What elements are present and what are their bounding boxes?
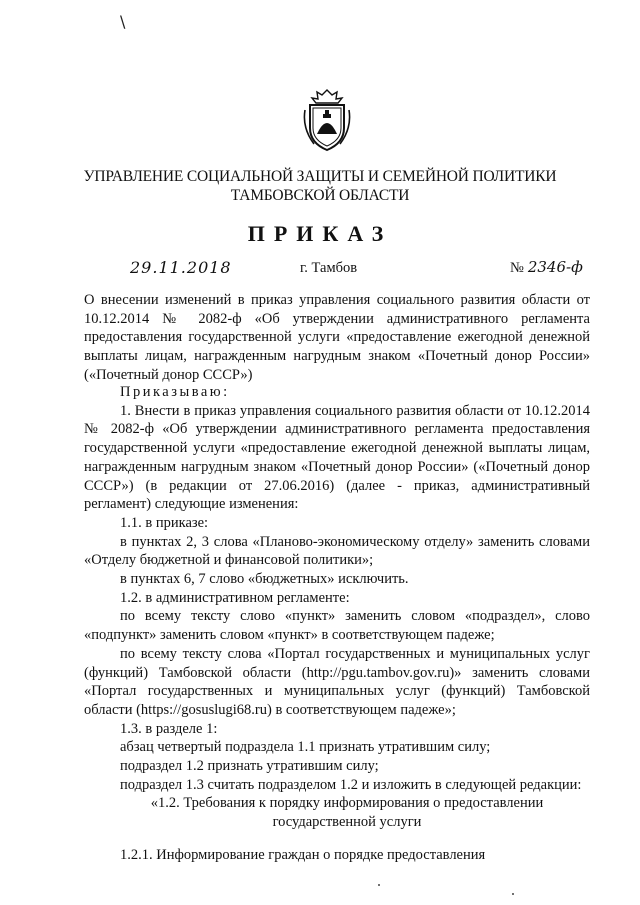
body-paragraph: Приказываю:	[120, 384, 230, 400]
body-paragraph: в пунктах 6, 7 слово «бюджетных» исключить.	[120, 571, 409, 588]
body-paragraph: 1.1. в приказе:	[120, 514, 209, 531]
body-paragraph: 1.2.1. Информирование граждан о порядке предоставления	[120, 846, 486, 863]
order-subject: О внесении изменений в приказ управления социального развития области от 10.12.2014 № 2082-ф «Об утверждении административного регламента предоставления государственной услуги «предоставление ежегодной денежной выплаты лицам, награжденным нагрудным знаком «Почетный донор России» («Почетный донор СССР»)	[84, 292, 590, 383]
body-paragraph: по всему тексту слово «пункт» заменить словом «подраздел», слово «подпункт» заменить словом «пункт» в соответствующем падеже;	[84, 608, 590, 644]
order-number-value: 2346-ф	[527, 258, 583, 276]
document-title: ПРИКАЗ	[247, 221, 393, 246]
body-paragraph: подраздел 1.2 признать утратившим силу;	[120, 758, 379, 775]
order-body	[84, 383, 590, 865]
organization-name: УПРАВЛЕНИЕ СОЦИАЛЬНОЙ ЗАЩИТЫ И СЕМЕЙНОЙ ПОЛИТИКИ	[83, 168, 557, 185]
body-paragraph: по всему тексту слова «Портал государственных и муниципальных услуг (функций) Тамбовской области (http://pgu.tambov.gov.ru)» заменить словами «Портал государственных и муниципальных услуг (функций) Тамбовской области (https://gosuslugi68.ru) в соответствующем падеже»;	[84, 645, 590, 718]
organization-region: ТАМБОВСКОЙ ОБЛАСТИ	[230, 187, 410, 204]
body-paragraph: 1. Внести в приказ управления социального развития области от 10.12.2014 № 2082-ф «Об утверждении административного регламента предоставления государственной услуги «предоставление ежегодной денежной выплаты лицам, награжденным нагрудным знаком «Почетный донор России» («Почетный донор СССР») (в редакции от 27.06.2016) (далее - приказ, административный регламент) следующие изменения:	[84, 402, 590, 513]
body-paragraph: абзац четвертый подраздела 1.1 признать утратившим силу;	[120, 739, 491, 756]
scan-speck	[378, 884, 380, 886]
order-number-prefix: №	[510, 260, 524, 276]
section-heading: «1.2. Требования к порядку информирования о предоставлении государственной услуги	[150, 795, 544, 831]
scan-speck	[512, 893, 514, 895]
coat-of-arms-emblem-icon	[302, 88, 352, 152]
body-paragraph: 1.2. в административном регламенте:	[120, 589, 350, 606]
date-line	[0, 258, 640, 282]
body-paragraph: подраздел 1.3 считать подразделом 1.2 и изложить в следующей редакции:	[120, 776, 582, 793]
body-paragraph: в пунктах 2, 3 слова «Планово-экономическому отделу» заменить словами «Отделу бюджетной и финансовой политики»;	[84, 533, 590, 569]
handwritten-corner-mark: \	[120, 12, 126, 31]
order-date: 29.11.2018	[130, 258, 232, 277]
body-paragraph: 1.3. в разделе 1:	[120, 720, 218, 737]
order-city: г. Тамбов	[300, 260, 358, 276]
order-number	[510, 258, 583, 277]
